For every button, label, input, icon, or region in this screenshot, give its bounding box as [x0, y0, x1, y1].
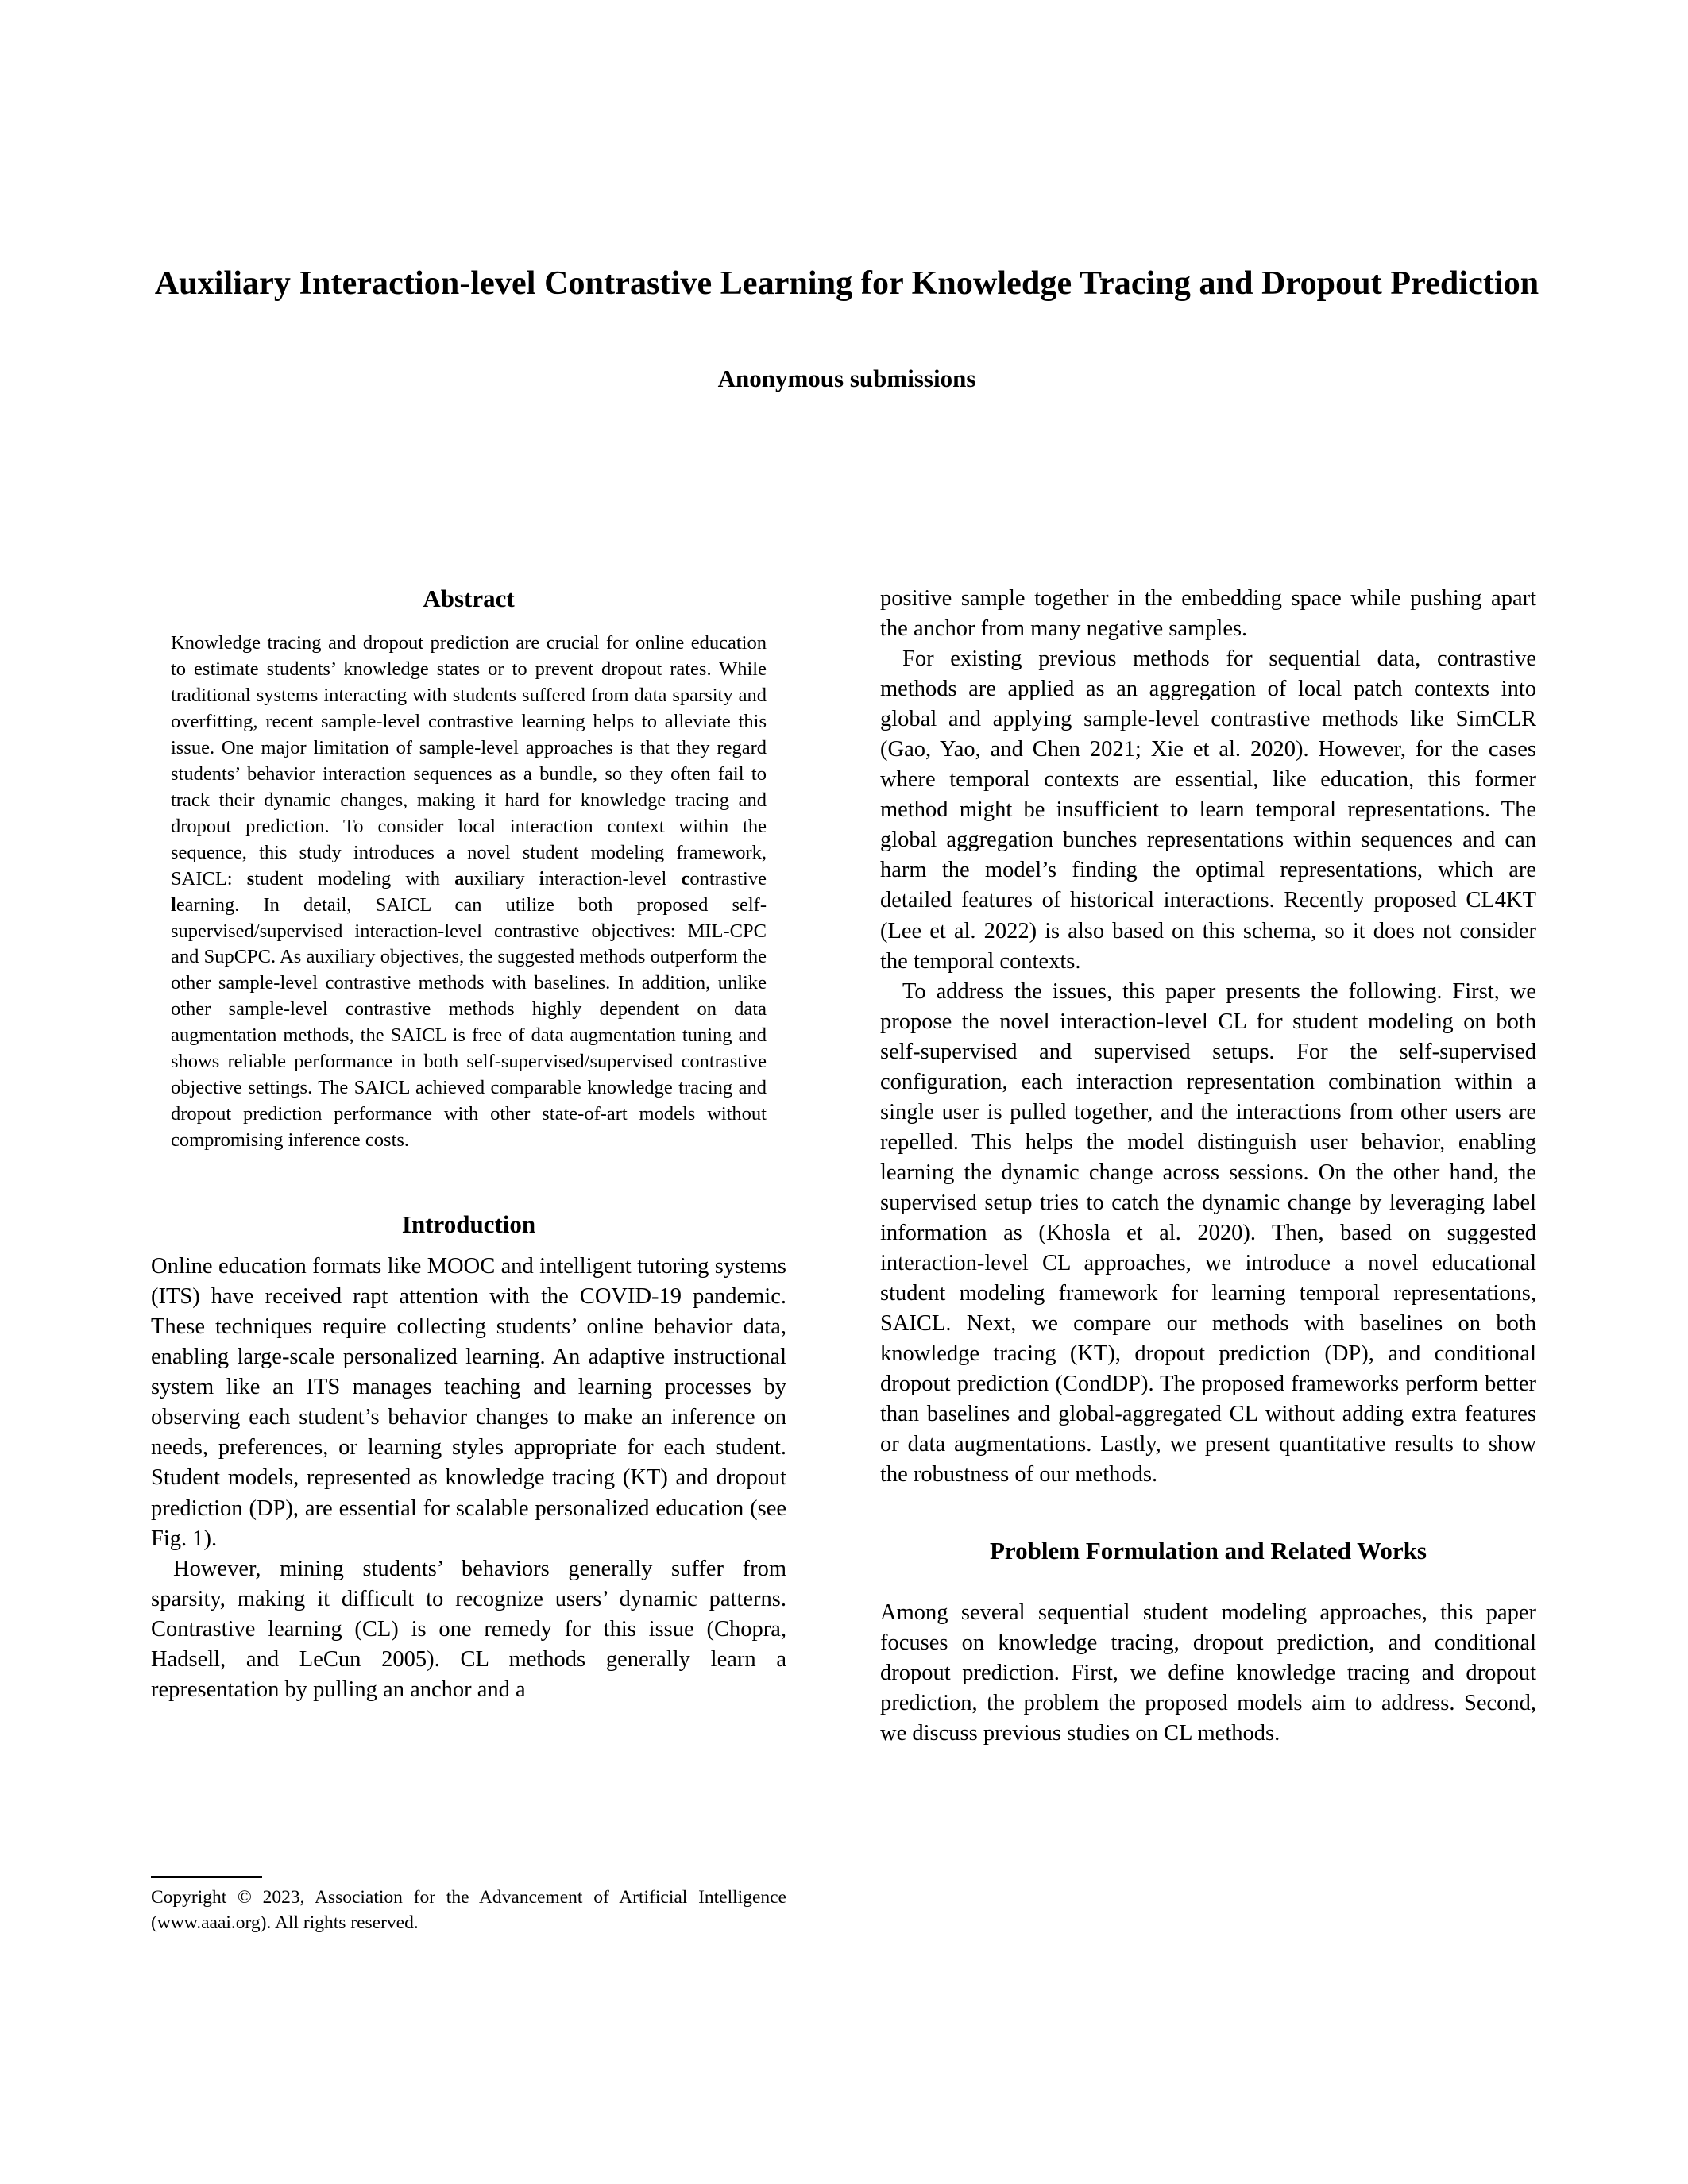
copyright-text: Copyright © 2023, Association for the Advancement of Artificial Intelligence (www.aaai.org). All rights reserved. [151, 1887, 786, 1933]
abstract-heading: Abstract [423, 585, 515, 612]
abstract-text-nteraction: nteraction-level [544, 867, 682, 889]
abstract-text-part1: Knowledge tracing and dropout prediction are crucial for online education to estimate students’ knowledge states or to prevent dropout rates. While traditional systems interacting with students suffered from data sparsity and overfitting, recent sample-level contrastive learning helps to alleviate this issue. One major limitation of sample-level approaches is that they regard students’ behavior interaction sequences as a bundle, so they often fail to track their dynamic changes, making it hard for knowledge tracing and dropout prediction. To consider local interaction context within the sequence, this study introduces a novel student modeling framework, SAICL: [171, 632, 767, 889]
abstract-body [171, 631, 767, 1154]
abstract-paragraph [171, 631, 767, 1154]
problem-paragraph-1: Among several sequential student modeling approaches, this paper focuses on knowledge tracing, dropout prediction, and conditional dropout prediction. First, we define knowledge tracing and dropout prediction, the problem the proposed models aim to address. Second, we discuss previous studies on CL methods. [880, 1599, 1536, 1746]
abstract-text-part2: . In detail, SAICL can utilize both proposed self-supervised/supervised interaction-level contrastive objectives: MIL-CPC and SupCPC. As auxiliary objectives, the suggested methods outperform the other sample-level contrastive methods with baselines. In addition, unlike other sample-level contrastive methods highly dependent on data augmentation methods, the SAICL is free of data augmentation tuning and shows reliable performance in both self-supervised/supervised contrastive objective settings. The SAICL achieved comparable knowledge tracing and dropout prediction performance with other state-of-art models without compromising inference costs. [171, 893, 767, 1151]
abstract-text-ontrastive: ontrastive [689, 867, 767, 889]
copyright-footnote [151, 1876, 786, 1936]
left-column [151, 584, 786, 1705]
footnote-rule [151, 1876, 262, 1878]
right-paragraph-2: To address the issues, this paper presents the following. First, we propose the novel interaction-level CL for student modeling on both self-supervised and supervised setups. For the self-supervised configuration, each interaction representation combination within a single user is pulled together, and the interactions from other users are repelled. This helps the model distinguish user behavior, enabling learning the dynamic change across sessions. On the other hand, the supervised setup tries to catch the dynamic change by leveraging label information as (Khosla et al. 2020). Then, based on suggested interaction-level CL approaches, we introduce a novel educational student modeling framework for learning temporal representations, SAICL. Next, we compare our methods with baselines on both knowledge tracing (KT), dropout prediction (DP), and conditional dropout prediction (CondDP). The proposed frameworks perform better than baselines and global-aggregated CL without adding extra features or data augmentations. Lastly, we present quantitative results to show the robustness of our methods. [880, 978, 1536, 1488]
abstract-bold-c: c [681, 867, 690, 889]
abstract-bold-a: a [454, 867, 465, 889]
authors: Anonymous submissions [717, 364, 976, 392]
introduction-heading: Introduction [401, 1210, 536, 1238]
right-column [880, 584, 1536, 1749]
abstract-bold-l: l [171, 893, 176, 916]
abstract-text-uxiliary: uxiliary [464, 867, 539, 889]
continuation-paragraph: positive sample together in the embedding space while pushing apart the anchor from many negative samples. [880, 586, 1536, 642]
abstract-text-earning: earning [176, 893, 235, 916]
problem-formulation-heading: Problem Formulation and Related Works [990, 1537, 1427, 1565]
title-block [148, 262, 1546, 395]
right-paragraph-1: For existing previous methods for sequential data, contrastive methods are applied as an aggregation of local patch contexts into global and applying sample-level contrastive methods like SimCLR (Gao, Yao, and Chen 2021; Xie et al. 2020). However, for the cases where temporal contexts are essential, like education, this former method might be insufficient to learn temporal representations. The global aggregation bunches representations within sequences and can harm the model’s finding the optimal representations, which are detailed features of historical interactions. Recently proposed CL4KT (Lee et al. 2022) is also based on this schema, so it does not consider the temporal contexts. [880, 646, 1536, 974]
abstract-text-tudent: tudent modeling with [254, 867, 455, 889]
page-title: Auxiliary Interaction-level Contrastive Learning for Knowledge Tracing and Dropout Prediction [154, 265, 1539, 302]
introduction-paragraph-1: Online education formats like MOOC and intelligent tutoring systems (ITS) have received rapt attention with the COVID-19 pandemic. These techniques require collecting students’ online behavior data, enabling large-scale personalized learning. An adaptive instructional system like an ITS manages teaching and learning processes by observing each student’s behavior changes to make an inference on needs, preferences, or learning styles appropriate for each student. Student models, represented as knowledge tracing (KT) and dropout prediction (DP), are essential for scalable personalized education (see Fig. 1). [151, 1254, 786, 1551]
abstract-bold-i: i [539, 867, 545, 889]
introduction-paragraph-2: However, mining students’ behaviors generally suffer from sparsity, making it difficult to recognize users’ dynamic patterns. Contrastive learning (CL) is one remedy for this issue (Chopra, Hadsell, and LeCun 2005). CL methods generally learn a representation by pulling an anchor and a [151, 1556, 786, 1702]
abstract-bold-s: s [246, 867, 255, 889]
